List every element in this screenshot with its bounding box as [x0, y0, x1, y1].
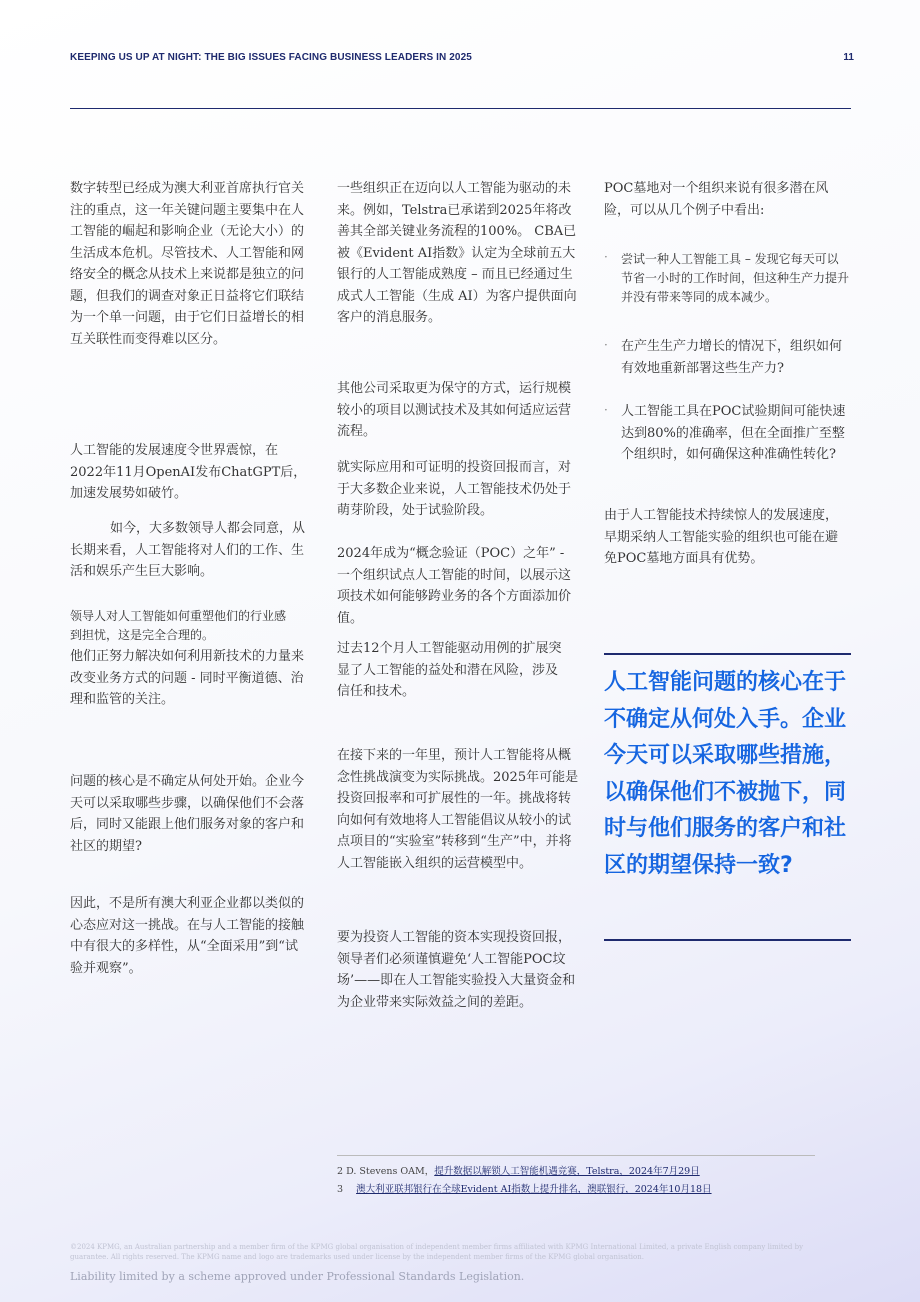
- col2-paragraph-4: 2024年成为“概念验证（POC）之年” - 一个组织试点人工智能的时间，以展示这项技术如何能够跨业务的各个方面添加价值。: [337, 546, 572, 626]
- liability-notice: Liability limited by a scheme approved under Professional Standards Legislation.: [70, 1270, 525, 1283]
- col3-paragraph-1: POC墓地对一个组织来说有很多潜在风险，可以从几个例子中看出:: [604, 181, 829, 218]
- bullet-marker: ·: [604, 338, 608, 352]
- col1-paragraph-5: 他们正努力解决如何利用新技术的力量来改变业务方式的问题 - 同时平衡道德、治理和监管的关注。: [70, 649, 305, 707]
- col1-paragraph-7: 因此，不是所有澳大利亚企业都以类似的心态应对这一挑战。在与人工智能的接触中有很大的多样性，从“全面采用”到“试验并观察”。: [70, 896, 305, 976]
- bullet-marker: ·: [604, 250, 608, 264]
- bullet-text: 人工智能工具在POC试验期间可能快速达到80%的准确率，但在全面推广至整个组织时，如何确保这种准确性转化?: [621, 404, 846, 462]
- page-number: 11: [843, 52, 854, 63]
- footnote-divider: [337, 1155, 815, 1156]
- col1-paragraph-2: 人工智能的发展速度令世界震惊，在2022年11月OpenAI发布ChatGPT后，加速发展势如破竹。: [70, 443, 307, 501]
- footnote-author: D. Stevens OAM，: [346, 1166, 435, 1177]
- col2-paragraph-6: 在接下来的一年里，预计人工智能将从概念性挑战演变为实际挑战。2025年可能是投资回报率和可扩展性的一年。挑战将转向如何有效地将人工智能倡议从较小的试点项目的“实验室”转移到“生产”中，并将人工智能嵌入组织的运营模型中。: [337, 748, 579, 871]
- quote-rule-top: [604, 653, 851, 655]
- bullet-marker: ·: [604, 403, 608, 417]
- quote-rule-bottom: [604, 939, 851, 941]
- col1-paragraph-1: 数字转型已经成为澳大利亚首席执行官关注的重点，这一年关键问题主要集中在人工智能的崛起和影响企业（无论大小）的生活成本危机。尽管技术、人工智能和网络安全的概念从技术上来说都是独立的问题，但我们的调查对象正日益将它们联结为一个单一问题，由于它们日益增长的相互关联性而变得难以区分。: [70, 181, 305, 347]
- header-divider: [70, 108, 851, 109]
- running-header: KEEPING US UP AT NIGHT: THE BIG ISSUES FACING BUSINESS LEADERS IN 2025: [70, 52, 472, 63]
- legal-notice: ©2024 KPMG, an Australian partnership and a member firm of the KPMG global organisation of independent member firms affiliated with KPMG International Limited, a private English company limited by guarantee. All rights reserved. The KPMG name and logo are trademarks used under license by the independent member firms of the KPMG global organisation.: [70, 1243, 804, 1261]
- col3-paragraph-2: 由于人工智能技术持续惊人的发展速度，早期采纳人工智能实验的组织也可能在避免POC墓地方面具有优势。: [604, 508, 839, 566]
- footnote-3-link[interactable]: 澳大利亚联邦银行在全球Evident AI指数上提升排名，澳联银行，2024年10月18日: [356, 1184, 712, 1195]
- col1-paragraph-4: 领导人对人工智能如何重塑他们的行业感到担忧，这是完全合理的。: [70, 609, 287, 642]
- bullet-text: 在产生生产力增长的情况下，组织如何有效地重新部署这些生产力?: [621, 339, 843, 376]
- footnote-3: [337, 1181, 712, 1195]
- footnote-2-link[interactable]: 提升数据以解锁人工智能机遇竞赛，Telstra，2024年7月29日: [434, 1166, 700, 1177]
- col2-paragraph-3: 就实际应用和可证明的投资回报而言，对于大多数企业来说，人工智能技术仍处于萌芽阶段，处于试验阶段。: [337, 460, 572, 518]
- col2-paragraph-7: 要为投资人工智能的资本实现投资回报，领导者们必须谨慎避免‘人工智能POC坟场’——即在人工智能实验投入大量资金和为企业带来实际效益之间的差距。: [337, 930, 576, 1010]
- footnote-2: [337, 1163, 700, 1177]
- col2-paragraph-2: 其他公司采取更为保守的方式，运行规模较小的项目以测试技术及其如何适应运营流程。: [337, 381, 572, 439]
- col2-paragraph-5: 过去12个月人工智能驱动用例的扩展突显了人工智能的益处和潜在风险，涉及信任和技术。: [337, 641, 562, 699]
- col1-paragraph-6: 问题的核心是不确定从何处开始。企业今天可以采取哪些步骤，以确保他们不会落后，同时又能跟上他们服务对象的客户和社区的期望?: [70, 774, 305, 854]
- col2-paragraph-1: 一些组织正在迈向以人工智能为驱动的未来。例如，Telstra已承诺到2025年将改善其全部关键业务流程的100%。 CBA已被《Evident AI指数》认定为全球前五大银行的人工智能成熟度 – 而且已经通过生成式人工智能（生成 AI）为客户提供面向客户的消息服务。: [337, 181, 577, 325]
- footnote-number: 2: [337, 1166, 344, 1177]
- footnote-number: 3: [337, 1184, 344, 1195]
- bullet-text: 尝试一种人工智能工具 – 发现它每天可以节省一小时的工作时间，但这种生产力提升并没有带来等同的成本减少。: [621, 252, 850, 304]
- col1-paragraph-3: 如今，大多数领导人都会同意，从长期来看，人工智能将对人们的工作、生活和娱乐产生巨大影响。: [70, 521, 306, 579]
- pull-quote: 人工智能问题的核心在于不确定从何处入手。企业今天可以采取哪些措施，以确保他们不被抛下，同时与他们服务的客户和社区的期望保持一致?: [604, 670, 847, 878]
